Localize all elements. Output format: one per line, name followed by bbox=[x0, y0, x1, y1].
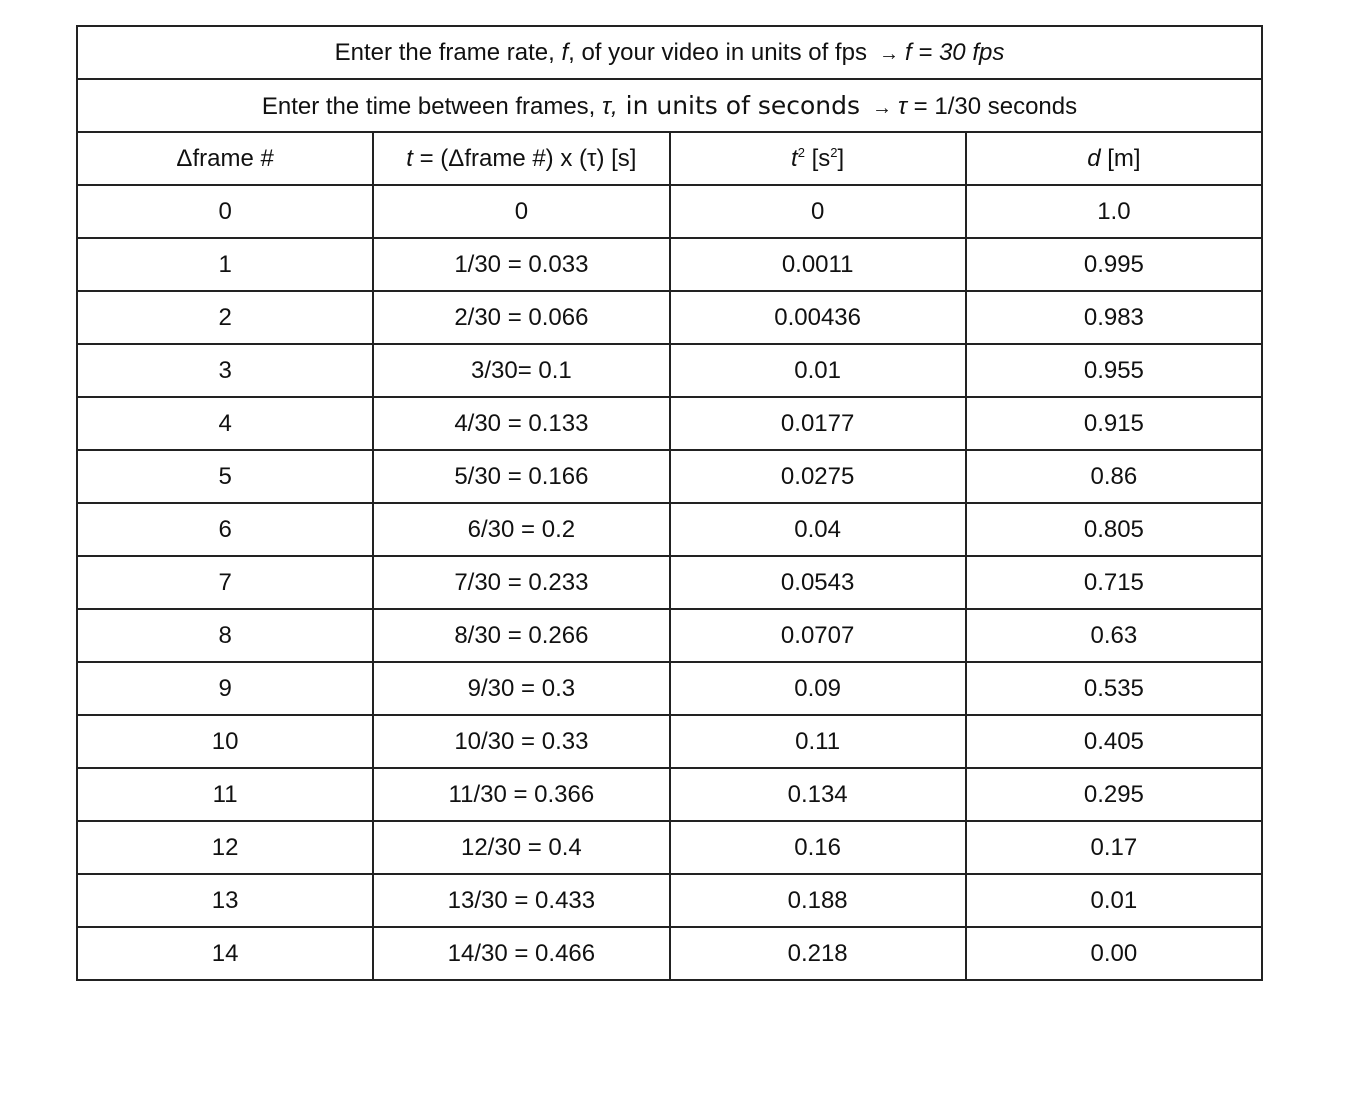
cell-distance[interactable]: 0.00 bbox=[966, 927, 1262, 980]
table-row bbox=[77, 397, 1262, 450]
cell-time-squared[interactable]: 0.11 bbox=[670, 715, 966, 768]
header-row bbox=[77, 132, 1262, 185]
frame-rate-prompt-tail: , of your video in units of fps bbox=[568, 38, 867, 66]
cell-delta-frame[interactable]: 6 bbox=[77, 503, 373, 556]
table-row bbox=[77, 609, 1262, 662]
header-var: t bbox=[791, 144, 798, 172]
cell-time[interactable]: 14/30 = 0.466 bbox=[373, 927, 669, 980]
arrow-icon: → bbox=[872, 96, 893, 119]
cell-distance[interactable]: 0.63 bbox=[966, 609, 1262, 662]
cell-delta-frame[interactable]: 7 bbox=[77, 556, 373, 609]
cell-time[interactable]: 13/30 = 0.433 bbox=[373, 874, 669, 927]
cell-distance[interactable]: 0.805 bbox=[966, 503, 1262, 556]
tau-cell[interactable] bbox=[77, 79, 1262, 132]
cell-distance[interactable]: 0.86 bbox=[966, 450, 1262, 503]
cell-time[interactable]: 4/30 = 0.133 bbox=[373, 397, 669, 450]
cell-delta-frame[interactable]: 3 bbox=[77, 344, 373, 397]
cell-time-squared[interactable]: 0.00436 bbox=[670, 291, 966, 344]
header-label: = (Δframe #) x (τ) [s] bbox=[412, 144, 637, 172]
cell-distance[interactable]: 0.535 bbox=[966, 662, 1262, 715]
cell-delta-frame[interactable]: 13 bbox=[77, 874, 373, 927]
cell-time[interactable]: 1/30 = 0.033 bbox=[373, 238, 669, 291]
frame-rate-prompt: Enter the frame rate, bbox=[334, 38, 562, 66]
frame-rate-var: f bbox=[561, 38, 569, 66]
cell-delta-frame[interactable]: 11 bbox=[77, 768, 373, 821]
table-row bbox=[77, 821, 1262, 874]
tau-answer-var: τ bbox=[898, 92, 907, 120]
table-row bbox=[77, 556, 1262, 609]
table-row bbox=[77, 768, 1262, 821]
header-sup: 2 bbox=[830, 144, 838, 160]
frame-rate-row bbox=[77, 26, 1262, 79]
cell-time[interactable]: 8/30 = 0.266 bbox=[373, 609, 669, 662]
cell-time[interactable]: 9/30 = 0.3 bbox=[373, 662, 669, 715]
table-row bbox=[77, 291, 1262, 344]
header-label: ] bbox=[837, 144, 845, 172]
cell-distance[interactable]: 0.01 bbox=[966, 874, 1262, 927]
cell-time-squared[interactable]: 0.16 bbox=[670, 821, 966, 874]
cell-distance[interactable]: 0.295 bbox=[966, 768, 1262, 821]
tau-prompt-tail: in units of seconds bbox=[617, 90, 861, 120]
cell-time-squared[interactable]: 0.0543 bbox=[670, 556, 966, 609]
cell-distance[interactable]: 1.0 bbox=[966, 185, 1262, 238]
cell-distance[interactable]: 0.983 bbox=[966, 291, 1262, 344]
tau-prompt: Enter the time between frames, bbox=[261, 92, 603, 120]
cell-time[interactable]: 0 bbox=[373, 185, 669, 238]
table-row bbox=[77, 715, 1262, 768]
header-sup: 2 bbox=[797, 144, 805, 160]
table-row bbox=[77, 503, 1262, 556]
cell-distance[interactable]: 0.955 bbox=[966, 344, 1262, 397]
data-table bbox=[76, 25, 1263, 981]
cell-delta-frame[interactable]: 4 bbox=[77, 397, 373, 450]
cell-distance[interactable]: 0.995 bbox=[966, 238, 1262, 291]
cell-time[interactable]: 5/30 = 0.166 bbox=[373, 450, 669, 503]
header-label: Δframe # bbox=[176, 144, 274, 172]
table-row bbox=[77, 344, 1262, 397]
frame-rate-cell[interactable] bbox=[77, 26, 1262, 79]
column-header-delta-frame bbox=[77, 132, 373, 185]
cell-time-squared[interactable]: 0.0011 bbox=[670, 238, 966, 291]
cell-time[interactable]: 10/30 = 0.33 bbox=[373, 715, 669, 768]
cell-time-squared[interactable]: 0.09 bbox=[670, 662, 966, 715]
table-row bbox=[77, 238, 1262, 291]
cell-delta-frame[interactable]: 9 bbox=[77, 662, 373, 715]
tau-row bbox=[77, 79, 1262, 132]
cell-time[interactable]: 2/30 = 0.066 bbox=[373, 291, 669, 344]
cell-time-squared[interactable]: 0.218 bbox=[670, 927, 966, 980]
header-label: [m] bbox=[1100, 144, 1141, 172]
table-row bbox=[77, 185, 1262, 238]
cell-distance[interactable]: 0.17 bbox=[966, 821, 1262, 874]
cell-time[interactable]: 3/30= 0.1 bbox=[373, 344, 669, 397]
cell-time-squared[interactable]: 0.134 bbox=[670, 768, 966, 821]
column-header-time-squared bbox=[670, 132, 966, 185]
table-row bbox=[77, 662, 1262, 715]
column-header-distance bbox=[966, 132, 1262, 185]
cell-time[interactable]: 12/30 = 0.4 bbox=[373, 821, 669, 874]
header-label: [s bbox=[804, 144, 831, 172]
column-header-time bbox=[373, 132, 669, 185]
cell-time[interactable]: 7/30 = 0.233 bbox=[373, 556, 669, 609]
table-row bbox=[77, 927, 1262, 980]
cell-distance[interactable]: 0.715 bbox=[966, 556, 1262, 609]
table-row bbox=[77, 450, 1262, 503]
cell-delta-frame[interactable]: 8 bbox=[77, 609, 373, 662]
table-row bbox=[77, 874, 1262, 927]
cell-distance[interactable]: 0.405 bbox=[966, 715, 1262, 768]
cell-delta-frame[interactable]: 2 bbox=[77, 291, 373, 344]
cell-time-squared[interactable]: 0.188 bbox=[670, 874, 966, 927]
cell-delta-frame[interactable]: 12 bbox=[77, 821, 373, 874]
arrow-icon: → bbox=[878, 42, 899, 65]
header-var: d bbox=[1087, 144, 1101, 172]
cell-distance[interactable]: 0.915 bbox=[966, 397, 1262, 450]
tau-answer: = 1/30 seconds bbox=[907, 92, 1078, 120]
cell-delta-frame[interactable]: 1 bbox=[77, 238, 373, 291]
header-var: t bbox=[406, 144, 413, 172]
cell-delta-frame[interactable]: 5 bbox=[77, 450, 373, 503]
tau-var: τ, bbox=[602, 92, 618, 120]
cell-delta-frame[interactable]: 10 bbox=[77, 715, 373, 768]
cell-time-squared[interactable]: 0.0707 bbox=[670, 609, 966, 662]
cell-time-squared[interactable]: 0 bbox=[670, 185, 966, 238]
frame-rate-answer: f = 30 fps bbox=[904, 38, 1005, 66]
cell-time[interactable]: 11/30 = 0.366 bbox=[373, 768, 669, 821]
cell-time-squared[interactable]: 0.04 bbox=[670, 503, 966, 556]
cell-delta-frame[interactable]: 0 bbox=[77, 185, 373, 238]
cell-time-squared[interactable]: 0.01 bbox=[670, 344, 966, 397]
cell-time-squared[interactable]: 0.0177 bbox=[670, 397, 966, 450]
cell-time[interactable]: 6/30 = 0.2 bbox=[373, 503, 669, 556]
cell-delta-frame[interactable]: 14 bbox=[77, 927, 373, 980]
cell-time-squared[interactable]: 0.0275 bbox=[670, 450, 966, 503]
